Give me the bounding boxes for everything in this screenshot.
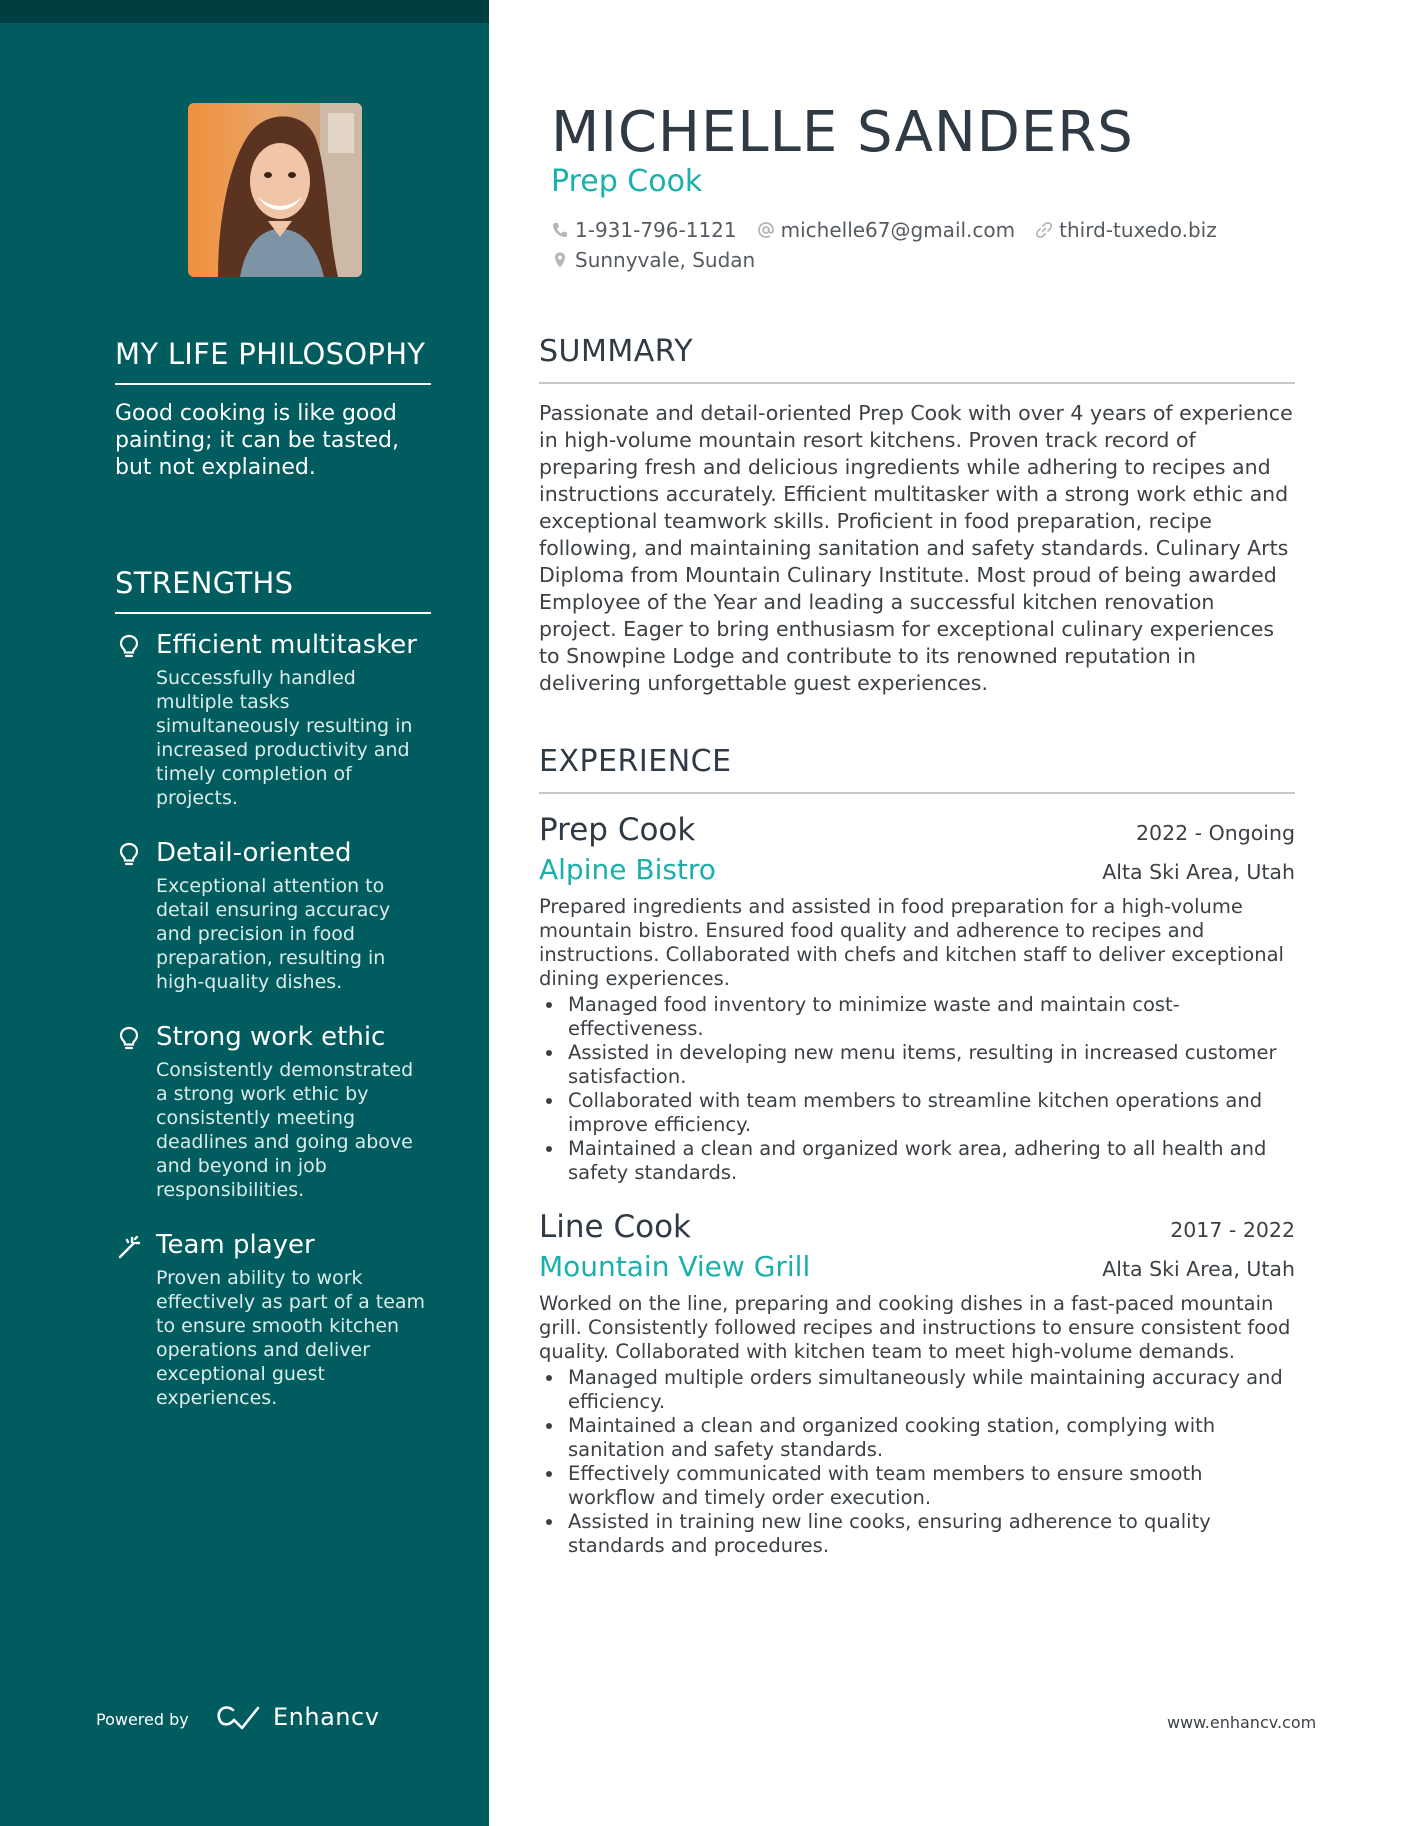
strength-item [115,836,431,994]
philosophy-text: Good cooking is like good painting; it can be tasted, but not explained. [115,401,399,480]
sidebar-top-bar [0,0,489,23]
job-bullet: Assisted in developing new menu items, resulting in increased customer satisfaction. [539,1041,1295,1089]
job-company-row [539,1247,1295,1287]
job-role: Prep Cook [539,812,696,848]
summary-section [539,334,1295,697]
phone-icon [551,221,569,239]
experience-heading: EXPERIENCE [539,744,1295,794]
job-dates: 2022 - Ongoing [1136,821,1295,845]
website-text: third-tuxedo.biz [1059,218,1217,242]
job-company: Mountain View Grill [539,1250,811,1283]
job-company: Alpine Bistro [539,853,716,886]
enhancv-logo-icon [215,1702,261,1732]
profile-photo [188,103,362,277]
job-description: Prepared ingredients and assisted in food preparation for a high-volume mountain bistro. Ensured food quality and adherence to recipes and instructions. Collaborated with chefs and kitchen staff to deliver exceptional dining experiences. [539,895,1284,990]
brand-name: Enhancv [273,1703,380,1731]
sidebar [0,0,489,1826]
magic-wand-icon [118,1234,140,1260]
lightbulb-icon [118,634,140,660]
job-location: Alta Ski Area, Utah [1102,1257,1295,1281]
strength-description: Proven ability to work effectively as part of a team to ensure smooth kitchen operations and deliver exceptional guest experiences. [156,1267,426,1409]
job-entry [539,1207,1295,1558]
job-description: Worked on the line, preparing and cooking dishes in a fast-paced mountain grill. Consistently followed recipes and instructions to ensure consistent food quality. Collaborated with kitchen team to meet high-volume demands. [539,1292,1291,1363]
job-bullet: Assisted in training new line cooks, ensuring adherence to quality standards and procedures. [539,1510,1295,1558]
lightbulb-icon [118,1026,140,1052]
strength-title: Strong work ethic [156,1022,386,1052]
job-bullet: Maintained a clean and organized work area, adhering to all health and safety standards. [539,1137,1295,1185]
strength-title: Detail-oriented [156,838,352,868]
location-contact [551,247,755,273]
location-text: Sunnyvale, Sudan [575,248,756,272]
strengths-list [115,628,431,1410]
job-bullet: Managed multiple orders simultaneously while maintaining accuracy and efficiency. [539,1366,1295,1414]
job-bullets [539,1366,1295,1558]
footer-website-link[interactable]: www.enhancv.com [1167,1713,1317,1732]
candidate-name: MICHELLE SANDERS [551,100,1134,165]
location-pin-icon [551,251,569,269]
strength-item [115,1228,431,1410]
job-bullets [539,993,1295,1185]
strength-item [115,1020,431,1202]
strengths-heading: STRENGTHS [115,565,431,614]
powered-by-label: Powered by [96,1710,189,1729]
brand-logo[interactable] [215,1702,379,1732]
summary-text: Passionate and detail-oriented Prep Cook with over 4 years of experience in high-volume mountain resort kitchens. Proven track record of preparing fresh and delicious ingredients while adhering to recipes and instructions accurately. Efficient multitasker with a strong work ethic and exceptional teamwork skills. Proficient in food preparation, recipe following, and maintaining sanitation and safety standards. Culinary Arts Diploma from Mountain Culinary Institute. Most proud of being awarded Employee of the Year and leading a successful kitchen renovation project. Eager to bring enthusiasm for exceptional culinary experiences to Snowpine Lodge and contribute to its renowned reputation in delivering unforgettable guest experiences. [539,401,1293,695]
strengths-section [115,565,431,1436]
link-icon [1035,221,1053,239]
job-bullet: Maintained a clean and organized cooking station, complying with sanitation and safety standards. [539,1414,1295,1462]
job-header-row [539,810,1295,850]
email-text: michelle67@gmail.com [780,218,1016,242]
at-sign-icon [757,221,775,239]
lightbulb-icon [118,842,140,868]
strength-description: Consistently demonstrated a strong work ethic by consistently meeting deadlines and going above and beyond in job responsibilities. [156,1059,414,1201]
job-location: Alta Ski Area, Utah [1102,860,1295,884]
phone-contact[interactable] [551,217,737,243]
strength-item [115,628,431,810]
experience-section [539,744,1295,1558]
strength-title: Efficient multitasker [156,630,417,660]
location-row [551,247,775,273]
email-contact[interactable] [757,217,1016,243]
job-bullet: Collaborated with team members to streamline kitchen operations and improve efficiency. [539,1089,1295,1137]
strength-description: Successfully handled multiple tasks simultaneously resulting in increased productivity and timely completion of projects. [156,667,413,809]
job-entry [539,810,1295,1185]
contact-row [551,217,1237,243]
job-bullet: Managed food inventory to minimize waste and maintain cost-effectiveness. [539,993,1295,1041]
job-role: Line Cook [539,1209,691,1245]
philosophy-section [115,336,431,481]
candidate-title: Prep Cook [551,164,703,199]
website-contact[interactable] [1035,217,1217,243]
job-dates: 2017 - 2022 [1170,1218,1295,1242]
phone-text: 1-931-796-1121 [575,218,737,242]
job-header-row [539,1207,1295,1247]
job-company-row [539,850,1295,890]
summary-heading: SUMMARY [539,334,1295,384]
job-bullet: Effectively communicated with team members to ensure smooth workflow and timely order execution. [539,1462,1295,1510]
philosophy-heading: MY LIFE PHILOSOPHY [115,336,431,385]
strength-description: Exceptional attention to detail ensuring accuracy and precision in food preparation, resulting in high-quality dishes. [156,875,391,993]
strength-title: Team player [156,1230,315,1260]
